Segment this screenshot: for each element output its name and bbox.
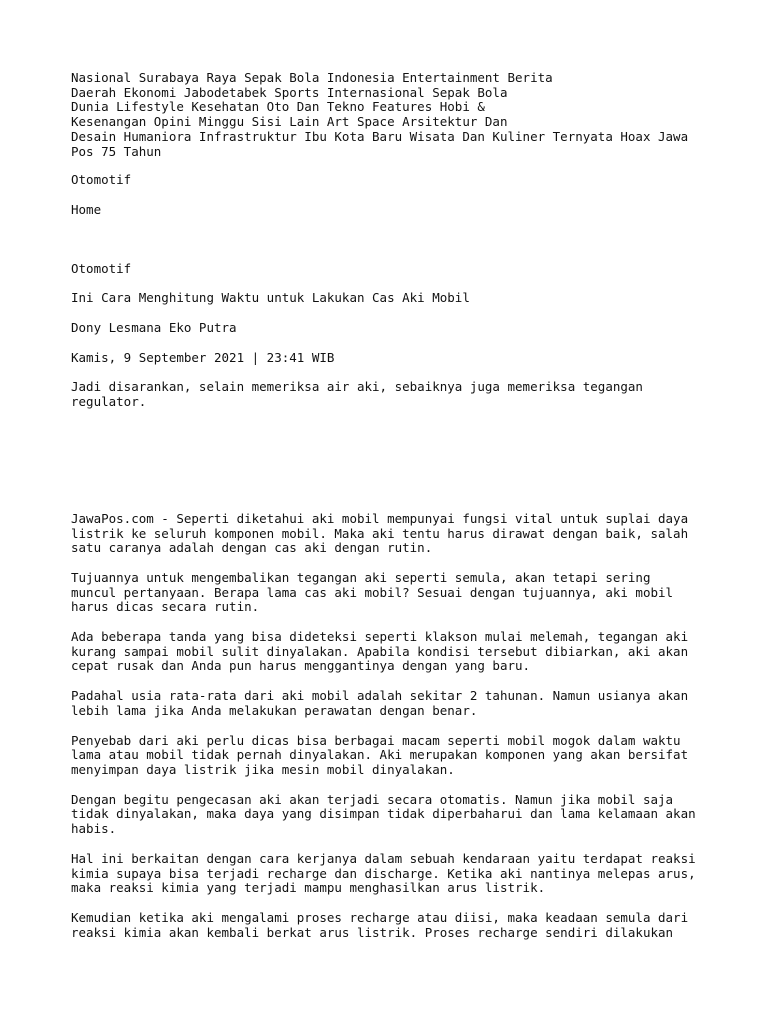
article-paragraph: Kemudian ketika aki mengalami proses recharge atau diisi, maka keadaan semula dari reaksi kimia akan kembali berkat arus listrik. Proses recharge sendiri dilakukan (71, 909, 689, 940)
article-date: Kamis, 9 September 2021 | 23:41 WIB (71, 349, 335, 365)
article-paragraph: Penyebab dari aki perlu dicas bisa berbagai macam seperti mobil mogok dalam waktu lama atau mobil tidak pernah dinyalakan. Aki merupakan komponen yang akan bersifat menyimpan daya listrik jika mesin mobil dinyalakan. (71, 732, 689, 777)
breadcrumb-section[interactable]: Otomotif (71, 172, 132, 188)
article-paragraph: Tujuannya untuk mengembalikan tegangan aki seperti semula, akan tetapi sering muncul pertanyaan. Berapa lama cas aki mobil? Sesuai dengan tujuannya, aki mobil harus dicas secara rutin. (71, 569, 674, 615)
article-title: Ini Cara Menghitung Waktu untuk Lakukan Cas Aki Mobil (71, 290, 470, 306)
site-navigation-links[interactable]: Nasional Surabaya Raya Sepak Bola Indonesia Entertainment Berita Daerah Ekonomi Jabodetabek Sports Internasional Sepak Bola Dunia Lifestyle Kesehatan Oto Dan Tekno Features Hobi & Kesenangan Opini Minggu Sisi Lain Art Space Arsitektur Dan Desain Humaniora Infrastruktur Ibu Kota Baru Wisata Dan Kuliner Ternyata Hoax Jawa Pos 75 Tahun (71, 70, 689, 159)
breadcrumb-home-link[interactable]: Home (71, 201, 102, 217)
article-page (71, 71, 711, 955)
article-category[interactable]: Otomotif (71, 260, 132, 276)
article-paragraph: Ada beberapa tanda yang bisa dideteksi seperti klakson mulai melemah, tegangan aki kurang sampai mobil sulit dinyalakan. Apabila kondisi tersebut dibiarkan, aki akan cepat rusak dan Anda pun harus menggantinya dengan yang baru. (71, 629, 689, 674)
article-body (71, 512, 711, 940)
article-paragraph: Padahal usia rata-rata dari aki mobil adalah sekitar 2 tahunan. Namun usianya akan lebih lama jika Anda melakukan perawatan dengan benar. (71, 688, 689, 718)
article-paragraph: Hal ini berkaitan dengan cara kerjanya dalam sebuah kendaraan yaitu terdapat reaksi kimia supaya bisa terjadi recharge dan discharge. Ketika aki nantinya melepas arus, maka reaksi kimia yang terjadi mampu menghasilkan arus listrik. (71, 850, 696, 896)
article-author[interactable]: Dony Lesmana Eko Putra (71, 320, 237, 336)
article-paragraph: JawaPos.com - Seperti diketahui aki mobil mempunyai fungsi vital untuk suplai daya listrik ke seluruh komponen mobil. Maka aki tentu harus dirawat dengan baik, salah satu caranya adalah dengan cas aki dengan rutin. (71, 510, 689, 556)
article-paragraph: Dengan begitu pengecasan aki akan terjadi secara otomatis. Namun jika mobil saja tidak dinyalakan, maka daya yang disimpan tidak diperbaharui dan lama kelamaan akan habis. (71, 791, 696, 837)
photo-caption: Jadi disarankan, selain memeriksa air aki, sebaiknya juga memeriksa tegangan regulator. (71, 379, 643, 410)
